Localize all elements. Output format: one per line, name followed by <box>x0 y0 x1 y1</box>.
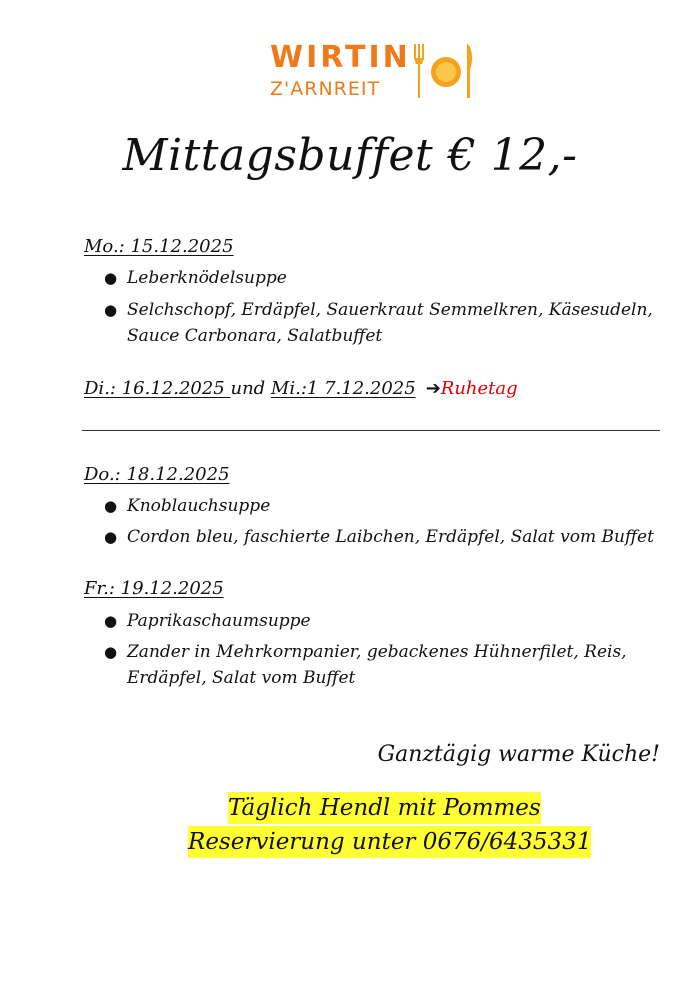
bullet-icon: ● <box>104 528 118 546</box>
page-title: Mittagsbuffet € 12,- <box>122 130 578 181</box>
fork-plate-knife-icon <box>410 42 476 100</box>
day-label-thursday: Do.: 18.12.2025 <box>84 464 230 485</box>
bullet-icon: ● <box>104 497 118 515</box>
bullet-icon: ● <box>104 301 118 319</box>
list-item: ● Knoblauchsuppe <box>104 493 664 519</box>
list-item: ● Selchschopf, Erdäpfel, Sauerkraut Semmelkren, Käsesudeln, Sauce Carbonara, Salatbuffet <box>104 297 664 349</box>
arrow-right-icon: ➔ <box>425 378 441 399</box>
divider <box>82 430 660 431</box>
closed-day-wednesday: Mi.:1 7.12.2025 <box>270 378 416 399</box>
warm-kitchen-note: Ganztägig warme Küche! <box>377 742 660 767</box>
closed-days-line <box>84 378 518 399</box>
bullet-icon: ● <box>104 269 118 287</box>
list-item: ● Cordon bleu, faschierte Laibchen, Erdäpfel, Salat vom Buffet <box>104 524 664 550</box>
logo-name: WIRTIN <box>270 40 411 75</box>
day-label-friday: Fr.: 19.12.2025 <box>84 578 224 599</box>
closed-day-tuesday: Di.: 16.12.2025 <box>84 378 231 399</box>
connector-text: und <box>230 378 271 399</box>
logo <box>270 40 480 102</box>
list-item: ● Zander in Mehrkornpanier, gebackenes Hühnerfilet, Reis, Erdäpfel, Salat vom Buffet <box>104 639 664 691</box>
day-label-monday: Mo.: 15.12.2025 <box>84 236 234 257</box>
list-item: ● Leberknödelsuppe <box>104 265 664 291</box>
daily-special: Täglich Hendl mit Pommes <box>228 792 541 824</box>
reservation-phone: Reservierung unter 0676/6435331 <box>188 826 591 858</box>
logo-place: Z'ARNREIT <box>270 78 381 100</box>
list-item: ● Paprikaschaumsuppe <box>104 608 664 634</box>
bullet-icon: ● <box>104 612 118 630</box>
rest-day-label: Ruhetag <box>440 378 518 399</box>
bullet-icon: ● <box>104 643 118 661</box>
